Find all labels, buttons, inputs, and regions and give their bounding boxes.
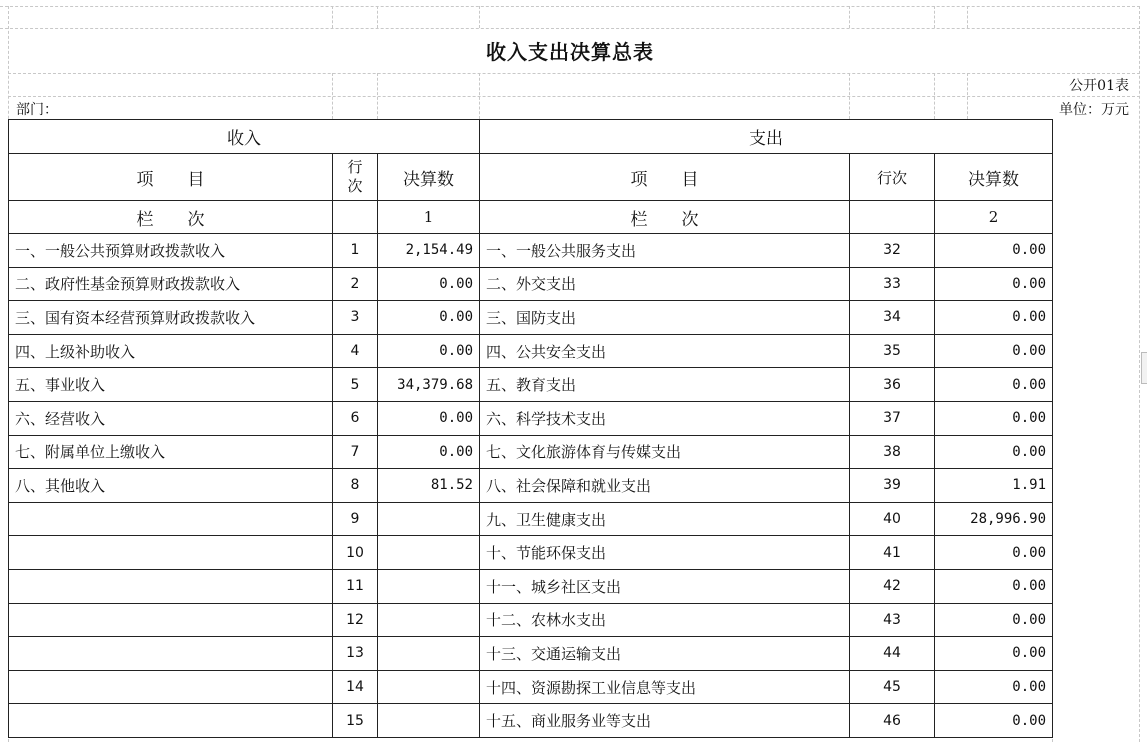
expense-rowno-cell[interactable]: 45 xyxy=(850,670,935,704)
income-item-cell[interactable]: 四、上级补助收入 xyxy=(9,334,333,368)
gridline xyxy=(479,73,480,119)
income-rowno-cell[interactable]: 6 xyxy=(333,401,378,435)
expense-item-cell[interactable]: 三、国防支出 xyxy=(480,301,850,335)
expense-column-label: 栏 次 xyxy=(480,201,850,234)
income-amount-cell[interactable] xyxy=(378,603,480,637)
expense-amount-cell[interactable]: 0.00 xyxy=(935,603,1053,637)
expense-column-number: 2 xyxy=(935,201,1053,234)
income-item-cell[interactable]: 五、事业收入 xyxy=(9,368,333,402)
table-row xyxy=(9,704,1053,738)
expense-item-cell[interactable]: 六、科学技术支出 xyxy=(480,401,850,435)
expense-rowno-cell[interactable]: 41 xyxy=(850,536,935,570)
table-row xyxy=(9,368,1053,402)
income-expense-table xyxy=(8,119,1053,738)
income-rowno-cell[interactable]: 13 xyxy=(333,637,378,671)
gridline xyxy=(479,6,480,28)
income-item-cell[interactable]: 二、政府性基金预算财政拨款收入 xyxy=(9,267,333,301)
expense-item-cell[interactable]: 十三、交通运输支出 xyxy=(480,637,850,671)
expense-item-cell[interactable]: 十一、城乡社区支出 xyxy=(480,569,850,603)
expense-item-cell[interactable]: 八、社会保障和就业支出 xyxy=(480,469,850,503)
income-amount-cell[interactable] xyxy=(378,637,480,671)
income-item-cell[interactable] xyxy=(9,704,333,738)
expense-amount-cell[interactable]: 1.91 xyxy=(935,469,1053,503)
department-label: 部门： xyxy=(16,102,58,118)
gridline xyxy=(0,6,1140,7)
expense-amount-cell[interactable]: 0.00 xyxy=(935,401,1053,435)
income-amount-cell[interactable] xyxy=(378,704,480,738)
income-item-cell[interactable]: 八、其他收入 xyxy=(9,469,333,503)
expense-column-blank xyxy=(850,201,935,234)
expense-item-cell[interactable]: 七、文化旅游体育与传媒支出 xyxy=(480,435,850,469)
table-row xyxy=(9,637,1053,671)
income-item-cell[interactable] xyxy=(9,569,333,603)
expense-amount-header: 决算数 xyxy=(935,154,1053,201)
income-amount-cell[interactable] xyxy=(378,502,480,536)
expense-amount-cell[interactable]: 0.00 xyxy=(935,267,1053,301)
expense-item-cell[interactable]: 四、公共安全支出 xyxy=(480,334,850,368)
income-rowno-cell[interactable]: 9 xyxy=(333,502,378,536)
table-row xyxy=(9,670,1053,704)
income-rowno-header: 行 次 xyxy=(333,154,378,201)
expense-amount-cell[interactable]: 28,996.90 xyxy=(935,502,1053,536)
income-rowno-cell[interactable]: 14 xyxy=(333,670,378,704)
income-rowno-cell[interactable]: 7 xyxy=(333,435,378,469)
gridline xyxy=(934,73,935,119)
table-row xyxy=(9,603,1053,637)
expense-amount-cell[interactable]: 0.00 xyxy=(935,301,1053,335)
gridline xyxy=(332,73,333,119)
income-rowno-cell[interactable]: 10 xyxy=(333,536,378,570)
gridline xyxy=(332,6,333,28)
expense-rowno-cell[interactable]: 38 xyxy=(850,435,935,469)
table-row xyxy=(9,334,1053,368)
expense-amount-cell[interactable]: 0.00 xyxy=(935,704,1053,738)
expense-rowno-cell[interactable]: 39 xyxy=(850,469,935,503)
income-amount-cell[interactable]: 0.00 xyxy=(378,301,480,335)
income-item-cell[interactable] xyxy=(9,536,333,570)
expense-amount-cell[interactable]: 0.00 xyxy=(935,569,1053,603)
income-rowno-cell[interactable]: 8 xyxy=(333,469,378,503)
income-amount-cell[interactable]: 34,379.68 xyxy=(378,368,480,402)
income-column-blank xyxy=(333,201,378,234)
table-row xyxy=(9,401,1053,435)
expense-rowno-cell[interactable]: 44 xyxy=(850,637,935,671)
gridline xyxy=(849,73,850,119)
income-item-cell[interactable]: 一、一般公共预算财政拨款收入 xyxy=(9,234,333,268)
gridline xyxy=(849,6,850,28)
income-rowno-cell[interactable]: 15 xyxy=(333,704,378,738)
gridline xyxy=(8,96,1140,97)
expense-rowno-header: 行次 xyxy=(850,154,935,201)
income-amount-cell[interactable]: 81.52 xyxy=(378,469,480,503)
table-row xyxy=(9,435,1053,469)
income-column-label: 栏 次 xyxy=(9,201,333,234)
expense-amount-cell[interactable]: 0.00 xyxy=(935,234,1053,268)
gridline xyxy=(967,6,968,28)
expense-rowno-cell[interactable]: 33 xyxy=(850,267,935,301)
sheet-scroll-handle[interactable] xyxy=(1141,352,1147,384)
income-amount-cell[interactable] xyxy=(378,569,480,603)
table-row xyxy=(9,469,1053,503)
expense-rowno-cell[interactable]: 36 xyxy=(850,368,935,402)
income-rowno-cell[interactable]: 5 xyxy=(333,368,378,402)
gridline xyxy=(8,73,1140,74)
expense-rowno-cell[interactable]: 37 xyxy=(850,401,935,435)
expense-amount-cell[interactable]: 0.00 xyxy=(935,368,1053,402)
table-row xyxy=(9,234,1053,268)
table-row xyxy=(9,536,1053,570)
income-item-cell[interactable] xyxy=(9,502,333,536)
section-header-row xyxy=(9,120,1053,154)
unit-label: 单位：万元 xyxy=(1059,102,1129,118)
income-item-cell[interactable] xyxy=(9,637,333,671)
income-rowno-cell[interactable]: 11 xyxy=(333,569,378,603)
expense-item-header: 项 目 xyxy=(480,154,850,201)
income-amount-cell[interactable]: 0.00 xyxy=(378,267,480,301)
expense-item-cell[interactable]: 十五、商业服务业等支出 xyxy=(480,704,850,738)
income-header: 收入 xyxy=(9,120,480,154)
report-title: 收入支出决算总表 xyxy=(486,40,654,64)
income-column-number: 1 xyxy=(378,201,480,234)
expense-amount-cell[interactable]: 0.00 xyxy=(935,670,1053,704)
expense-amount-cell[interactable]: 0.00 xyxy=(935,536,1053,570)
expense-item-cell[interactable]: 十四、资源勘探工业信息等支出 xyxy=(480,670,850,704)
expense-amount-cell[interactable]: 0.00 xyxy=(935,435,1053,469)
expense-rowno-cell[interactable]: 32 xyxy=(850,234,935,268)
income-item-cell[interactable]: 六、经营收入 xyxy=(9,401,333,435)
expense-rowno-cell[interactable]: 35 xyxy=(850,334,935,368)
expense-rowno-cell[interactable]: 46 xyxy=(850,704,935,738)
income-item-header: 项 目 xyxy=(9,154,333,201)
expense-header: 支出 xyxy=(480,120,1053,154)
expense-item-cell[interactable]: 五、教育支出 xyxy=(480,368,850,402)
table-row xyxy=(9,569,1053,603)
income-amount-cell[interactable]: 2,154.49 xyxy=(378,234,480,268)
income-item-cell[interactable]: 七、附属单位上缴收入 xyxy=(9,435,333,469)
expense-rowno-cell[interactable]: 43 xyxy=(850,603,935,637)
gridline xyxy=(377,73,378,119)
expense-rowno-cell[interactable]: 40 xyxy=(850,502,935,536)
table-row xyxy=(9,267,1053,301)
gridline xyxy=(934,6,935,28)
gridline xyxy=(1139,6,1140,742)
expense-item-cell[interactable]: 十、节能环保支出 xyxy=(480,536,850,570)
expense-amount-cell[interactable]: 0.00 xyxy=(935,334,1053,368)
expense-item-cell[interactable]: 十二、农林水支出 xyxy=(480,603,850,637)
column-header-row xyxy=(9,154,1053,201)
expense-item-cell[interactable]: 一、一般公共服务支出 xyxy=(480,234,850,268)
income-rowno-cell[interactable]: 12 xyxy=(333,603,378,637)
income-rowno-cell[interactable]: 1 xyxy=(333,234,378,268)
income-rowno-cell[interactable]: 2 xyxy=(333,267,378,301)
income-amount-cell[interactable]: 0.00 xyxy=(378,435,480,469)
column-number-row xyxy=(9,201,1053,234)
income-amount-cell[interactable] xyxy=(378,536,480,570)
table-row xyxy=(9,301,1053,335)
expense-rowno-cell[interactable]: 34 xyxy=(850,301,935,335)
gridline xyxy=(377,6,378,28)
income-item-cell[interactable]: 三、国有资本经营预算财政拨款收入 xyxy=(9,301,333,335)
form-code: 公开01表 xyxy=(1069,78,1129,94)
income-amount-cell[interactable]: 0.00 xyxy=(378,334,480,368)
expense-item-cell[interactable]: 二、外交支出 xyxy=(480,267,850,301)
table-row xyxy=(9,502,1053,536)
income-item-cell[interactable] xyxy=(9,670,333,704)
expense-rowno-cell[interactable]: 42 xyxy=(850,569,935,603)
income-rowno-cell[interactable]: 4 xyxy=(333,334,378,368)
gridline xyxy=(0,28,1140,29)
gridline xyxy=(967,73,968,119)
income-amount-cell[interactable]: 0.00 xyxy=(378,401,480,435)
income-item-cell[interactable] xyxy=(9,603,333,637)
income-amount-header: 决算数 xyxy=(378,154,480,201)
income-amount-cell[interactable] xyxy=(378,670,480,704)
income-rowno-cell[interactable]: 3 xyxy=(333,301,378,335)
expense-amount-cell[interactable]: 0.00 xyxy=(935,637,1053,671)
expense-item-cell[interactable]: 九、卫生健康支出 xyxy=(480,502,850,536)
